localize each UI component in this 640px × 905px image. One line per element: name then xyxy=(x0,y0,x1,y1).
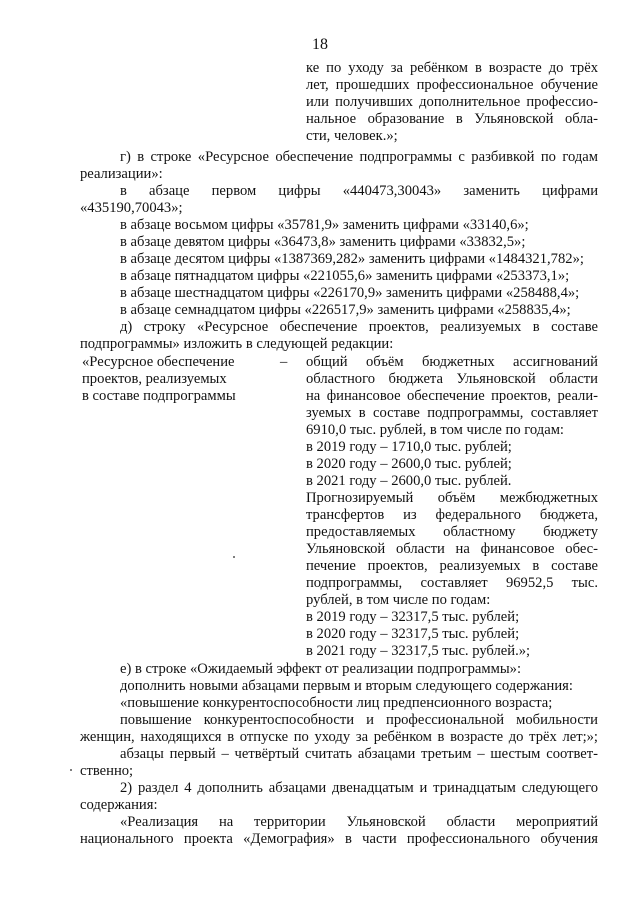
para-line: в абзаце семнадцатом цифры «226517,9» заменить цифрами «258835,4»; xyxy=(120,302,571,318)
cont-line: лет, прошедших профессиональное обучение xyxy=(306,77,598,93)
scan-speck xyxy=(70,769,72,771)
cont-line: или получивших дополнительное профессио- xyxy=(306,94,598,110)
table-left-line: «Ресурсное обеспечение xyxy=(82,354,235,370)
table-right-line: рублей, в том числе по годам: xyxy=(306,592,491,608)
table-left-line: в составе подпрограммы xyxy=(82,388,236,404)
table-right-line: в 2021 году – 2600,0 тыс. рублей. xyxy=(306,473,512,489)
para-line: г) в строке «Ресурсное обеспечение подпрограммы с разбивкой по годам xyxy=(120,149,598,165)
table-right-line: предоставляемых областному бюджету xyxy=(306,524,598,540)
table-right-line: в 2021 году – 32317,5 тыс. рублей.»; xyxy=(306,643,531,659)
scan-speck xyxy=(233,556,235,558)
table-right-line: 6910,0 тыс. рублей, в том числе по годам: xyxy=(306,422,564,438)
para-line: в абзаце восьмом цифры «35781,9» заменить цифрами «33140,6»; xyxy=(120,217,529,233)
para-line: содержания: xyxy=(80,797,158,813)
para-line: женщин, находящихся в отпуске по уходу за ребёнком в возрасте до трёх лет;»; xyxy=(80,729,598,745)
table-left-line: проектов, реализуемых xyxy=(82,371,227,387)
table-right-line: общий объём бюджетных ассигнований xyxy=(306,354,598,370)
para-line: в абзаце первом цифры «440473,30043» заменить цифрами xyxy=(120,183,598,199)
table-right-line: Прогнозируемый объём межбюджетных xyxy=(306,490,598,506)
para-line: 2) раздел 4 дополнить абзацами двенадцатым и тринадцатым следующего xyxy=(120,780,598,796)
para-line: в абзаце шестнадцатом цифры «226170,9» заменить цифрами «258488,4»; xyxy=(120,285,580,301)
cont-line: ке по уходу за ребёнком в возрасте до трёх xyxy=(306,60,598,76)
table-right-line: печение проектов, реализуемых в составе xyxy=(306,558,598,574)
para-line: подпрограммы» изложить в следующей редакции: xyxy=(80,336,394,352)
table-right-line: на финансовое обеспечение проектов, реали- xyxy=(306,388,598,404)
cont-line: сти, человек.»; xyxy=(306,128,398,144)
para-line: в абзаце десятом цифры «1387369,282» заменить цифрами «1484321,782»; xyxy=(120,251,584,267)
para-line: ственно; xyxy=(80,763,134,779)
para-line: «435190,70043»; xyxy=(80,200,183,216)
table-right-line: зуемых в составе подпрограммы, составляет xyxy=(306,405,598,421)
para-line: «повышение конкурентоспособности лиц предпенсионного возраста; xyxy=(120,695,553,711)
para-line: национального проекта «Демография» в части профессионального обучения xyxy=(80,831,598,847)
table-right-line: в 2020 году – 32317,5 тыс. рублей; xyxy=(306,626,520,642)
table-dash: – xyxy=(280,354,288,370)
table-right-line: областного бюджета Ульяновской области xyxy=(306,371,598,387)
table-right-line: трансфертов из федерального бюджета, xyxy=(306,507,598,523)
para-line: повышение конкурентоспособности и профессиональной мобильности xyxy=(120,712,598,728)
page-number: 18 xyxy=(312,36,328,53)
para-line: реализации»: xyxy=(80,166,163,182)
table-right-line: подпрограммы, составляет 96952,5 тыс. xyxy=(306,575,598,591)
para-line: дополнить новыми абзацами первым и вторым следующего содержания: xyxy=(120,678,573,694)
table-right-line: в 2019 году – 1710,0 тыс. рублей; xyxy=(306,439,512,455)
para-line: в абзаце пятнадцатом цифры «221055,6» заменить цифрами «253373,1»; xyxy=(120,268,570,284)
para-line: в абзаце девятом цифры «36473,8» заменить цифрами «33832,5»; xyxy=(120,234,526,250)
table-right-line: Ульяновской области на финансовое обес- xyxy=(306,541,598,557)
table-right-line: в 2020 году – 2600,0 тыс. рублей; xyxy=(306,456,512,472)
cont-line: нальное образование в Ульяновской обла- xyxy=(306,111,598,127)
para-line: е) в строке «Ожидаемый эффект от реализации подпрограммы»: xyxy=(120,661,522,677)
para-line: абзацы первый – четвёртый считать абзацами третьим – шестым соответ- xyxy=(120,746,598,762)
para-line: д) строку «Ресурсное обеспечение проектов, реализуемых в составе xyxy=(120,319,598,335)
table-right-line: в 2019 году – 32317,5 тыс. рублей; xyxy=(306,609,520,625)
para-line: «Реализация на территории Ульяновской области мероприятий xyxy=(120,814,598,830)
